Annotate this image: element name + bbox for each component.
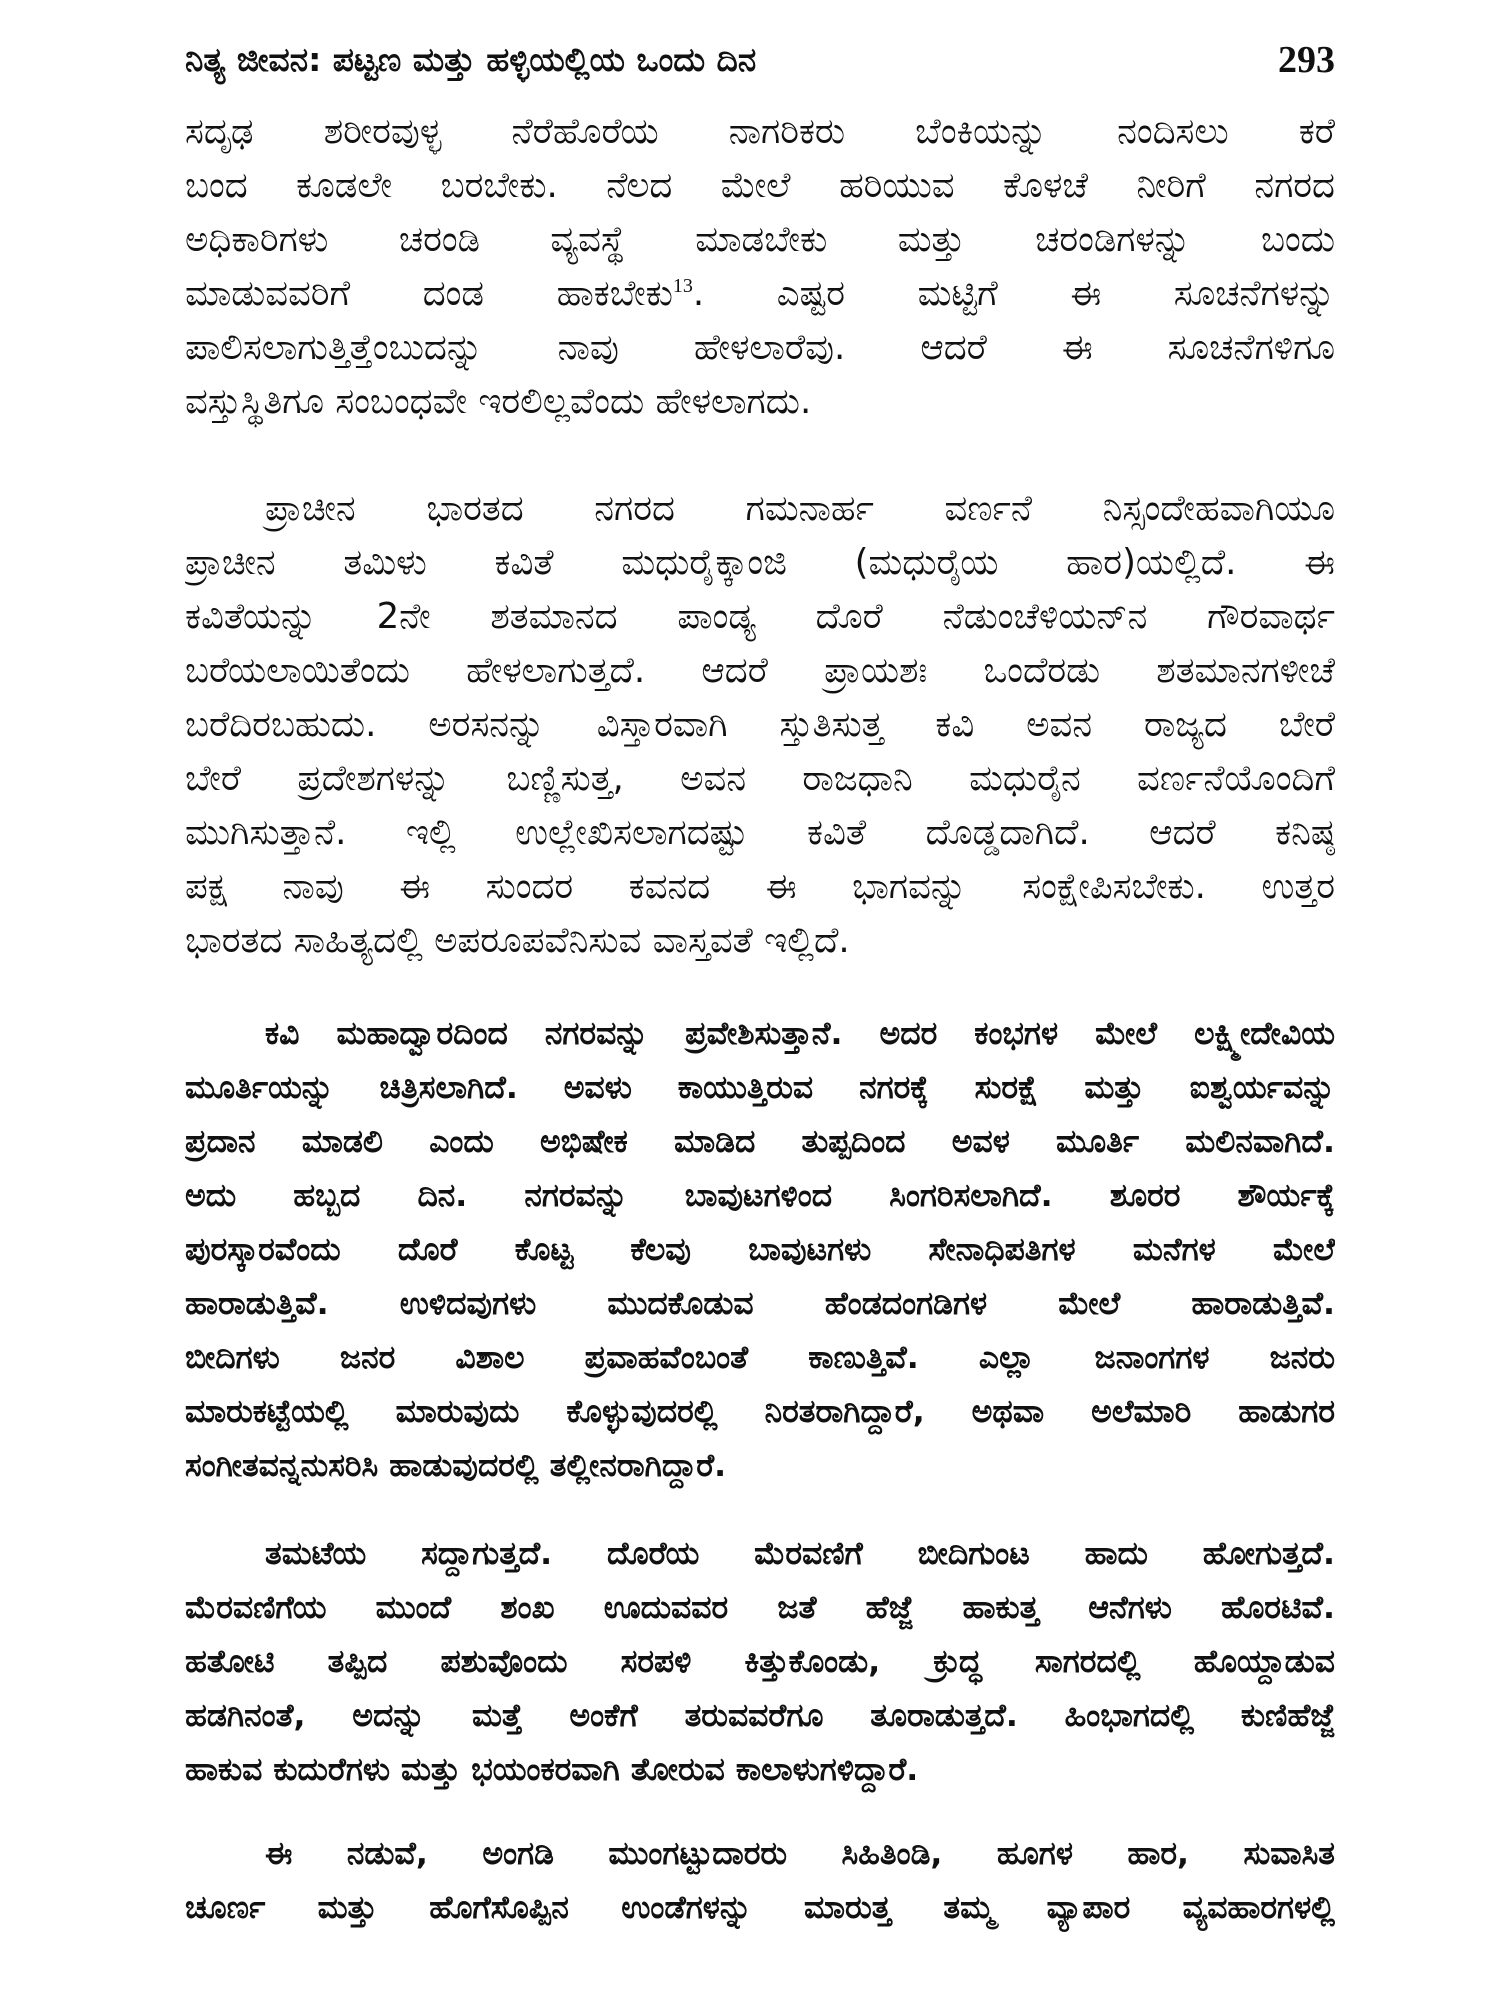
- text-line: ಈ ನಡುವೆ, ಅಂಗಡಿ ಮುಂಗಟ್ಟುದಾರರು ಸಿಹಿತಿಂಡಿ, ಹೂಗಳ ಹಾರ, ಸುವಾಸಿತ: [265, 1836, 1335, 1872]
- text-line: ಹತೋಟಿ ತಪ್ಪಿದ ಪಶುವೊಂದು ಸರಪಳಿ ಕಿತ್ತುಕೊಂಡು, ಕ್ರುದ್ಧ ಸಾಗರದಲ್ಲಿ ಹೊಯ್ದಾಡುವ: [185, 1644, 1335, 1680]
- text-line: ಹಾಕುವ ಕುದುರೆಗಳು ಮತ್ತು ಭಯಂಕರವಾಗಿ ತೋರುವ ಕಾಲಾಳುಗಳಿದ್ದಾರೆ.: [185, 1752, 919, 1788]
- text-line: ಬೀದಿಗಳು ಜನರ ವಿಶಾಲ ಪ್ರವಾಹವೆಂಬಂತೆ ಕಾಣುತ್ತಿವೆ. ಎಲ್ಲಾ ಜನಾಂಗಗಳ ಜನರು: [185, 1340, 1335, 1376]
- text-line: ಮೆರವಣಿಗೆಯ ಮುಂದೆ ಶಂಖ ಊದುವವರ ಜತೆ ಹೆಜ್ಜೆ ಹಾಕುತ್ತ ಆನೆಗಳು ಹೊರಟಿವೆ.: [185, 1590, 1335, 1626]
- text-segment: ಮಾಡುವವರಿಗೆ ದಂಡ ಹಾಕಬೇಕು: [185, 273, 673, 314]
- text-line: ಬರೆದಿರಬಹುದು. ಅರಸನನ್ನು ವಿಸ್ತಾರವಾಗಿ ಸ್ತುತಿಸುತ್ತ ಕವಿ ಅವನ ರಾಜ್ಯದ ಬೇರೆ: [185, 704, 1335, 745]
- footnote-ref: 13: [672, 275, 693, 298]
- text-line: ಪುರಸ್ಕಾರವೆಂದು ದೊರೆ ಕೊಟ್ಟ ಕೆಲವು ಬಾವುಟಗಳು ಸೇನಾಧಿಪತಿಗಳ ಮನೆಗಳ ಮೇಲೆ: [185, 1232, 1335, 1268]
- text-line: ಪಾಲಿಸಲಾಗುತ್ತಿತ್ತೆಂಬುದನ್ನು ನಾವು ಹೇಳಲಾರೆವು. ಆದರೆ ಈ ಸೂಚನೆಗಳಿಗೂ: [185, 327, 1335, 368]
- text-line: ಅದು ಹಬ್ಬದ ದಿನ. ನಗರವನ್ನು ಬಾವುಟಗಳಿಂದ ಸಿಂಗರಿಸಲಾಗಿದೆ. ಶೂರರ ಶೌರ್ಯಕ್ಕೆ: [185, 1178, 1335, 1214]
- text-line: ವಸ್ತುಸ್ಥಿತಿಗೂ ಸಂಬಂಧವೇ ಇರಲಿಲ್ಲವೆಂದು ಹೇಳಲಾಗದು.: [185, 381, 812, 422]
- text-line: ಕವಿ ಮಹಾದ್ವಾರದಿಂದ ನಗರವನ್ನು ಪ್ರವೇಶಿಸುತ್ತಾನೆ. ಅದರ ಕಂಭಗಳ ಮೇಲೆ ಲಕ್ಷ್ಮೀದೇವಿಯ: [265, 1016, 1335, 1052]
- text-line: ಕವಿತೆಯನ್ನು 2ನೇ ಶತಮಾನದ ಪಾಂಡ್ಯ ದೊರೆ ನೆಡುಂಚೆಳಿಯನ್‌ನ ಗೌರವಾರ್ಥ: [185, 596, 1335, 637]
- text-line: ಬೇರೆ ಪ್ರದೇಶಗಳನ್ನು ಬಣ್ಣಿಸುತ್ತ, ಅವನ ರಾಜಧಾನಿ ಮಧುರೈನ ವರ್ಣನೆಯೊಂದಿಗೆ: [185, 758, 1335, 799]
- text-line: ಚೂರ್ಣ ಮತ್ತು ಹೊಗೆಸೊಪ್ಪಿನ ಉಂಡೆಗಳನ್ನು ಮಾರುತ್ತ ತಮ್ಮ ವ್ಯಾಪಾರ ವ್ಯವಹಾರಗಳಲ್ಲಿ: [185, 1890, 1335, 1926]
- text-line: ಹಡಗಿನಂತೆ, ಅದನ್ನು ಮತ್ತೆ ಅಂಕೆಗೆ ತರುವವರೆಗೂ ತೂರಾಡುತ್ತದೆ. ಹಿಂಭಾಗದಲ್ಲಿ ಕುಣಿಹೆಜ್ಜೆ: [185, 1698, 1335, 1734]
- text-line: ಮಾರುಕಟ್ಟೆಯಲ್ಲಿ ಮಾರುವುದು ಕೊಳ್ಳುವುದರಲ್ಲಿ ನಿರತರಾಗಿದ್ದಾರೆ, ಅಥವಾ ಅಲೆಮಾರಿ ಹಾಡುಗರ: [185, 1394, 1335, 1430]
- paragraph-3: [185, 1007, 1335, 1493]
- page-number: 293: [1278, 39, 1335, 81]
- text-line: ಸದೃಢ ಶರೀರವುಳ್ಳ ನೆರೆಹೊರೆಯ ನಾಗರಿಕರು ಬೆಂಕಿಯನ್ನು ನಂದಿಸಲು ಕರೆ: [185, 111, 1335, 152]
- text-line: ಅಧಿಕಾರಿಗಳು ಚರಂಡಿ ವ್ಯವಸ್ಥೆ ಮಾಡಬೇಕು ಮತ್ತು ಚರಂಡಿಗಳನ್ನು ಬಂದು: [185, 219, 1335, 260]
- text-line: ಪಕ್ಷ ನಾವು ಈ ಸುಂದರ ಕವನದ ಈ ಭಾಗವನ್ನು ಸಂಕ್ಷೇಪಿಸಬೇಕು. ಉತ್ತರ: [185, 866, 1335, 907]
- text-line: ಬಂದ ಕೂಡಲೇ ಬರಬೇಕು. ನೆಲದ ಮೇಲೆ ಹರಿಯುವ ಕೊಳಚೆ ನೀರಿಗೆ ನಗರದ: [185, 165, 1335, 206]
- text-line: ಮುಗಿಸುತ್ತಾನೆ. ಇಲ್ಲಿ ಉಲ್ಲೇಖಿಸಲಾಗದಷ್ಟು ಕವಿತೆ ದೊಡ್ಡದಾಗಿದೆ. ಆದರೆ ಕನಿಷ್ಠ: [185, 812, 1335, 853]
- text-line: ತಮಟೆಯ ಸದ್ದಾಗುತ್ತದೆ. ದೊರೆಯ ಮೆರವಣಿಗೆ ಬೀದಿಗುಂಟ ಹಾದು ಹೋಗುತ್ತದೆ.: [265, 1536, 1335, 1572]
- paragraph-1: [185, 105, 1335, 429]
- paragraph-5: [185, 1827, 1335, 1935]
- running-title: ನಿತ್ಯ ಜೀವನ: ಪಟ್ಟಣ ಮತ್ತು ಹಳ್ಳಿಯಲ್ಲಿಯ ಒಂದು ದಿನ: [185, 40, 757, 79]
- text-line: ಸಂಗೀತವನ್ನನುಸರಿಸಿ ಹಾಡುವುದರಲ್ಲಿ ತಲ್ಲೀನರಾಗಿದ್ದಾರೆ.: [185, 1448, 727, 1484]
- text-segment: . ಎಷ್ಟರ ಮಟ್ಟಿಗೆ ಈ ಸೂಚನೆಗಳನ್ನು: [692, 273, 1335, 314]
- text-line: [185, 267, 1335, 321]
- text-line: ಭಾರತದ ಸಾಹಿತ್ಯದಲ್ಲಿ ಅಪರೂಪವೆನಿಸುವ ವಾಸ್ತವತೆ ಇಲ್ಲಿದೆ.: [185, 920, 850, 961]
- text-line: ಪ್ರದಾನ ಮಾಡಲಿ ಎಂದು ಅಭಿಷೇಕ ಮಾಡಿದ ತುಪ್ಪದಿಂದ ಅವಳ ಮೂರ್ತಿ ಮಲಿನವಾಗಿದೆ.: [185, 1124, 1335, 1160]
- text-line: ಪ್ರಾಚೀನ ಭಾರತದ ನಗರದ ಗಮನಾರ್ಹ ವರ್ಣನೆ ನಿಸ್ಸಂದೇಹವಾಗಿಯೂ: [265, 488, 1335, 529]
- page-header: [185, 30, 1335, 100]
- paragraph-4: [185, 1527, 1335, 1797]
- text-line: ಮೂರ್ತಿಯನ್ನು ಚಿತ್ರಿಸಲಾಗಿದೆ. ಅವಳು ಕಾಯುತ್ತಿರುವ ನಗರಕ್ಕೆ ಸುರಕ್ಷೆ ಮತ್ತು ಐಶ್ವರ್ಯವನ್ನು: [185, 1070, 1335, 1106]
- text-line: ಬರೆಯಲಾಯಿತೆಂದು ಹೇಳಲಾಗುತ್ತದೆ. ಆದರೆ ಪ್ರಾಯಶಃ ಒಂದೆರಡು ಶತಮಾನಗಳೀಚೆ: [185, 650, 1335, 691]
- text-line: ಹಾರಾಡುತ್ತಿವೆ. ಉಳಿದವುಗಳು ಮುದಕೊಡುವ ಹೆಂಡದಂಗಡಿಗಳ ಮೇಲೆ ಹಾರಾಡುತ್ತಿವೆ.: [185, 1286, 1335, 1322]
- paragraph-2: [185, 482, 1335, 968]
- text-line: ಪ್ರಾಚೀನ ತಮಿಳು ಕವಿತೆ ಮಧುರೈಕ್ಕಾಂಜಿ (ಮಧುರೈಯ ಹಾರ)ಯಲ್ಲಿದೆ. ಈ: [185, 542, 1335, 583]
